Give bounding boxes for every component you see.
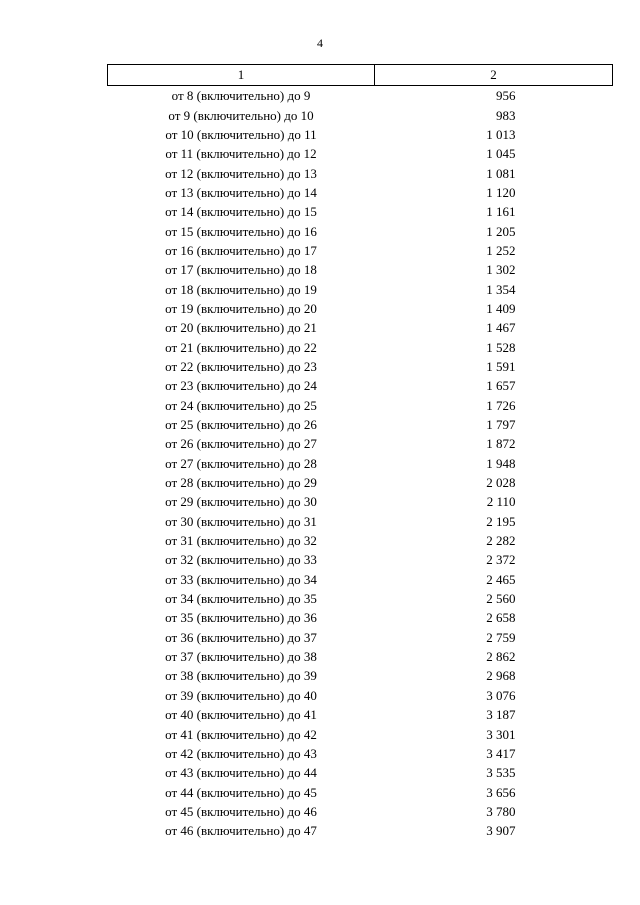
- value-cell: [375, 686, 613, 705]
- value-text: 1 726: [486, 397, 516, 413]
- value-cell: [375, 454, 613, 473]
- range-cell: от 8 (включительно) до 9: [171, 88, 311, 104]
- range-cell: от 29 (включительно) до 30: [165, 494, 317, 510]
- table-row: [108, 473, 613, 492]
- value-cell: [375, 357, 613, 376]
- table-row: [108, 415, 613, 434]
- range-cell: от 10 (включительно) до 11: [165, 126, 317, 142]
- value-cell: [375, 531, 613, 550]
- range-cell: от 33 (включительно) до 34: [165, 571, 317, 587]
- tariff-table-container: [107, 64, 610, 840]
- value-cell: [375, 550, 613, 569]
- range-cell: от 17 (включительно) до 18: [165, 262, 317, 278]
- range-cell: от 31 (включительно) до 32: [165, 533, 317, 549]
- table-row: [108, 86, 613, 106]
- table-row: [108, 221, 613, 240]
- value-cell: [375, 512, 613, 531]
- range-cell: от 23 (включительно) до 24: [165, 378, 317, 394]
- range-cell: от 18 (включительно) до 19: [165, 281, 317, 297]
- value-cell: [375, 202, 613, 221]
- value-cell: [375, 647, 613, 666]
- value-cell: [375, 705, 613, 724]
- value-text: 2 028: [486, 475, 516, 491]
- range-cell: от 40 (включительно) до 41: [165, 707, 317, 723]
- value-text: 1 081: [486, 165, 516, 181]
- table-row: [108, 647, 613, 666]
- range-cell: от 9 (включительно) до 10: [168, 107, 314, 123]
- range-cell: от 30 (включительно) до 31: [165, 513, 317, 529]
- table-row: [108, 183, 613, 202]
- range-cell: от 27 (включительно) до 28: [165, 455, 317, 471]
- range-cell: от 43 (включительно) до 44: [165, 765, 317, 781]
- range-cell: от 46 (включительно) до 47: [165, 823, 317, 839]
- table-row: [108, 105, 613, 124]
- value-cell: [375, 318, 613, 337]
- header-row: [108, 65, 613, 86]
- value-cell: [375, 589, 613, 608]
- table-row: [108, 570, 613, 589]
- value-cell: [375, 241, 613, 260]
- value-text: 1 872: [486, 436, 516, 452]
- value-text: 3 780: [486, 803, 516, 819]
- value-text: 1 528: [486, 339, 516, 355]
- table-body: [108, 86, 613, 841]
- value-text: 1 467: [486, 320, 516, 336]
- column-header-2: 2: [375, 65, 613, 86]
- table-row: [108, 744, 613, 763]
- range-cell: от 25 (включительно) до 26: [165, 417, 317, 433]
- table-row: [108, 686, 613, 705]
- value-cell: [375, 299, 613, 318]
- value-text: 2 968: [486, 668, 516, 684]
- range-cell: от 14 (включительно) до 15: [165, 204, 317, 220]
- table-row: [108, 628, 613, 647]
- value-cell: [375, 666, 613, 685]
- value-cell: [375, 86, 613, 106]
- value-cell: [375, 337, 613, 356]
- value-cell: [375, 376, 613, 395]
- value-text: 1 120: [486, 184, 516, 200]
- value-text: 1 252: [486, 242, 516, 258]
- value-text: 3 417: [486, 745, 516, 761]
- table-row: [108, 125, 613, 144]
- value-cell: [375, 125, 613, 144]
- value-text: 956: [496, 88, 516, 104]
- page-number: 4: [317, 36, 323, 50]
- value-cell: [375, 105, 613, 124]
- range-cell: от 11 (включительно) до 12: [165, 146, 317, 162]
- value-text: 1 354: [486, 281, 516, 297]
- range-cell: от 41 (включительно) до 42: [165, 726, 317, 742]
- value-text: 1 302: [486, 262, 516, 278]
- value-text: 3 187: [486, 707, 516, 723]
- value-cell: [375, 724, 613, 743]
- column-header-1: 1: [108, 65, 375, 86]
- value-text: 1 013: [486, 126, 516, 142]
- table-row: [108, 782, 613, 801]
- table-header: [108, 65, 613, 86]
- range-cell: от 16 (включительно) до 17: [165, 242, 317, 258]
- value-text: 1 205: [486, 223, 516, 239]
- range-cell: от 37 (включительно) до 38: [165, 649, 317, 665]
- value-cell: [375, 221, 613, 240]
- table-row: [108, 531, 613, 550]
- table-row: [108, 763, 613, 782]
- value-text: 2 658: [486, 610, 516, 626]
- range-cell: от 12 (включительно) до 13: [165, 165, 317, 181]
- table-row: [108, 337, 613, 356]
- range-cell: от 21 (включительно) до 22: [165, 339, 317, 355]
- value-cell: [375, 802, 613, 821]
- value-cell: [375, 628, 613, 647]
- table-row: [108, 163, 613, 182]
- value-text: 1 161: [486, 204, 516, 220]
- range-cell: от 45 (включительно) до 46: [165, 803, 317, 819]
- range-cell: от 13 (включительно) до 14: [165, 184, 317, 200]
- table-row: [108, 512, 613, 531]
- range-cell: от 38 (включительно) до 39: [165, 668, 317, 684]
- value-text: 1 591: [486, 358, 516, 374]
- value-cell: [375, 608, 613, 627]
- value-text: 2 282: [486, 533, 516, 549]
- value-cell: [375, 782, 613, 801]
- value-text: 2 465: [486, 571, 516, 587]
- table-row: [108, 357, 613, 376]
- range-cell: от 20 (включительно) до 21: [165, 320, 317, 336]
- value-cell: [375, 144, 613, 163]
- table-row: [108, 299, 613, 318]
- table-row: [108, 241, 613, 260]
- range-cell: от 19 (включительно) до 20: [165, 300, 317, 316]
- value-cell: [375, 415, 613, 434]
- value-text: 1 657: [486, 378, 516, 394]
- range-cell: от 34 (включительно) до 35: [165, 591, 317, 607]
- table-row: [108, 724, 613, 743]
- value-text: 1 797: [486, 417, 516, 433]
- table-row: [108, 589, 613, 608]
- value-cell: [375, 260, 613, 279]
- table-row: [108, 396, 613, 415]
- table-row: [108, 608, 613, 627]
- range-cell: от 28 (включительно) до 29: [165, 475, 317, 491]
- table-row: [108, 492, 613, 511]
- range-cell: от 32 (включительно) до 33: [165, 552, 317, 568]
- table-row: [108, 376, 613, 395]
- table-row: [108, 802, 613, 821]
- value-cell: [375, 473, 613, 492]
- range-cell: от 24 (включительно) до 25: [165, 397, 317, 413]
- value-cell: [375, 434, 613, 453]
- value-text: 983: [496, 107, 516, 123]
- value-text: 3 656: [486, 784, 516, 800]
- table-row: [108, 434, 613, 453]
- value-text: 3 076: [486, 687, 516, 703]
- range-cell: от 36 (включительно) до 37: [165, 629, 317, 645]
- value-cell: [375, 744, 613, 763]
- range-cell: от 44 (включительно) до 45: [165, 784, 317, 800]
- value-cell: [375, 163, 613, 182]
- value-text: 1 045: [486, 146, 516, 162]
- tariff-table: [107, 64, 613, 840]
- table-row: [108, 144, 613, 163]
- range-cell: от 42 (включительно) до 43: [165, 745, 317, 761]
- table-row: [108, 454, 613, 473]
- value-text: 2 372: [486, 552, 516, 568]
- value-cell: [375, 396, 613, 415]
- table-row: [108, 260, 613, 279]
- table-row: [108, 202, 613, 221]
- value-text: 2 759: [486, 629, 516, 645]
- value-text: 2 862: [486, 649, 516, 665]
- table-row: [108, 705, 613, 724]
- range-cell: от 39 (включительно) до 40: [165, 687, 317, 703]
- table-row: [108, 821, 613, 840]
- range-cell: от 15 (включительно) до 16: [165, 223, 317, 239]
- value-cell: [375, 183, 613, 202]
- value-cell: [375, 279, 613, 298]
- value-cell: [375, 492, 613, 511]
- value-cell: [375, 763, 613, 782]
- value-text: 2 110: [486, 494, 516, 510]
- value-text: 3 535: [486, 765, 516, 781]
- value-text: 2 560: [486, 591, 516, 607]
- range-cell: от 22 (включительно) до 23: [165, 358, 317, 374]
- table-row: [108, 318, 613, 337]
- value-text: 2 195: [486, 513, 516, 529]
- table-row: [108, 279, 613, 298]
- value-text: 1 948: [486, 455, 516, 471]
- value-text: 3 301: [486, 726, 516, 742]
- table-row: [108, 666, 613, 685]
- range-cell: от 35 (включительно) до 36: [165, 610, 317, 626]
- range-cell: от 26 (включительно) до 27: [165, 436, 317, 452]
- value-text: 3 907: [486, 823, 516, 839]
- table-row: [108, 550, 613, 569]
- value-cell: [375, 570, 613, 589]
- value-cell: [375, 821, 613, 840]
- value-text: 1 409: [486, 300, 516, 316]
